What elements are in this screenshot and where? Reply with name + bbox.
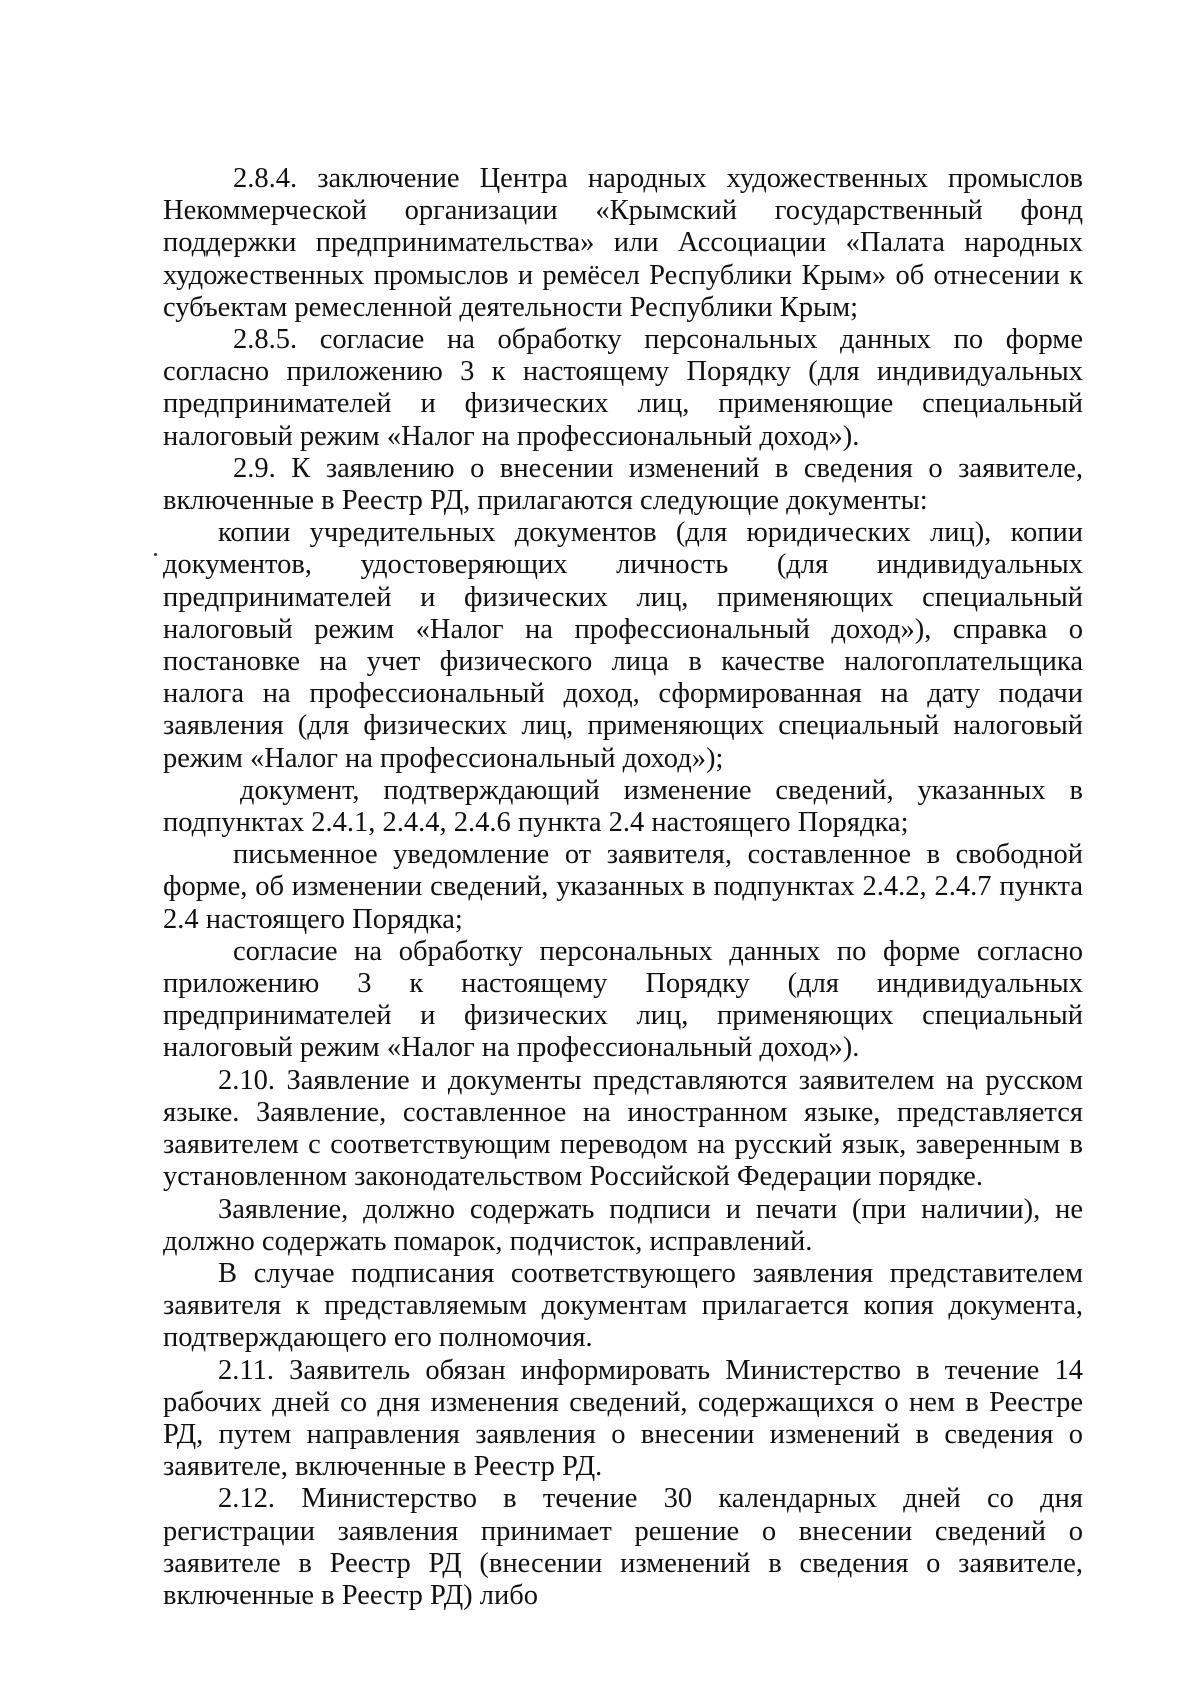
paragraph-2-9: 2.9. К заявлению о внесении изменений в сведения о заявителе, включенные в Реестр РД, прилагаются следующие документы: <box>163 452 1083 517</box>
paragraph-copies: копии учредительных документов (для юридических лиц), копии документов, удостоверяющих личность (для индивидуальных предпринимателей и физических лиц, применяющих специальный налоговый режим «Налог на профессиональный доход»), справка о постановке на учет физического лица в качестве налогоплательщика налога на профессиональный доход, сформированная на дату подачи заявления (для физических лиц, применяющих специальный налоговый режим «Налог на профессиональный доход»); <box>163 517 1083 774</box>
paragraph-signatures: Заявление, должно содержать подписи и печати (при наличии), не должно содержать помарок, подчисток, исправлений. <box>163 1193 1083 1257</box>
paragraph-2-8-4: 2.8.4. заключение Центра народных художественных промыслов Некоммерческой организации «Крымский государственный фонд поддержки предпринимательства» или Ассоциации «Палата народных художественных промыслов и ремёсел Республики Крым» об отнесении к субъектам ремесленной деятельности Республики Крым; <box>163 163 1083 323</box>
paragraph-2-11: 2.11. Заявитель обязан информировать Министерство в течение 14 рабочих дней со дня изменения сведений, содержащихся о нем в Реестре РД, путем направления заявления о внесении изменений в сведения о заявителе, включенные в Реестр РД. <box>163 1354 1083 1483</box>
paragraph-consent: согласие на обработку персональных данных по форме согласно приложению 3 к настоящему Порядку (для индивидуальных предпринимателей и физических лиц, применяющих специальный налоговый режим «Налог на профессиональный доход»). <box>163 935 1083 1064</box>
document-body <box>163 163 1083 1612</box>
paragraph-document: документ, подтверждающий изменение сведений, указанных в подпунктах 2.4.1, 2.4.4, 2.4.6 пункта 2.4 настоящего Порядка; <box>163 774 1083 839</box>
paragraph-2-10: 2.10. Заявление и документы представляются заявителем на русском языке. Заявление, составленное на иностранном языке, представляется заявителем с соответствующим переводом на русский язык, заверенным в установленном законодательством Российской Федерации порядке. <box>163 1064 1083 1193</box>
scan-speck <box>154 553 157 556</box>
paragraph-2-8-5: 2.8.5. согласие на обработку персональных данных по форме согласно приложению 3 к настоящему Порядку (для индивидуальных предпринимателей и физических лиц, применяющие специальный налоговый режим «Налог на профессиональный доход»). <box>163 324 1083 452</box>
paragraph-notice: письменное уведомление от заявителя, составленное в свободной форме, об изменении сведений, указанных в подпунктах 2.4.2, 2.4.7 пункта 2.4 настоящего Порядка; <box>163 839 1083 935</box>
paragraph-2-12: 2.12. Министерство в течение 30 календарных дней со дня регистрации заявления принимает решение о внесении сведений о заявителе в Реестр РД (внесении изменений в сведения о заявителе, включенные в Реестр РД) либо <box>163 1483 1083 1611</box>
paragraph-representative: В случае подписания соответствующего заявления представителем заявителя к представляемым документам прилагается копия документа, подтверждающего его полномочия. <box>163 1257 1083 1354</box>
